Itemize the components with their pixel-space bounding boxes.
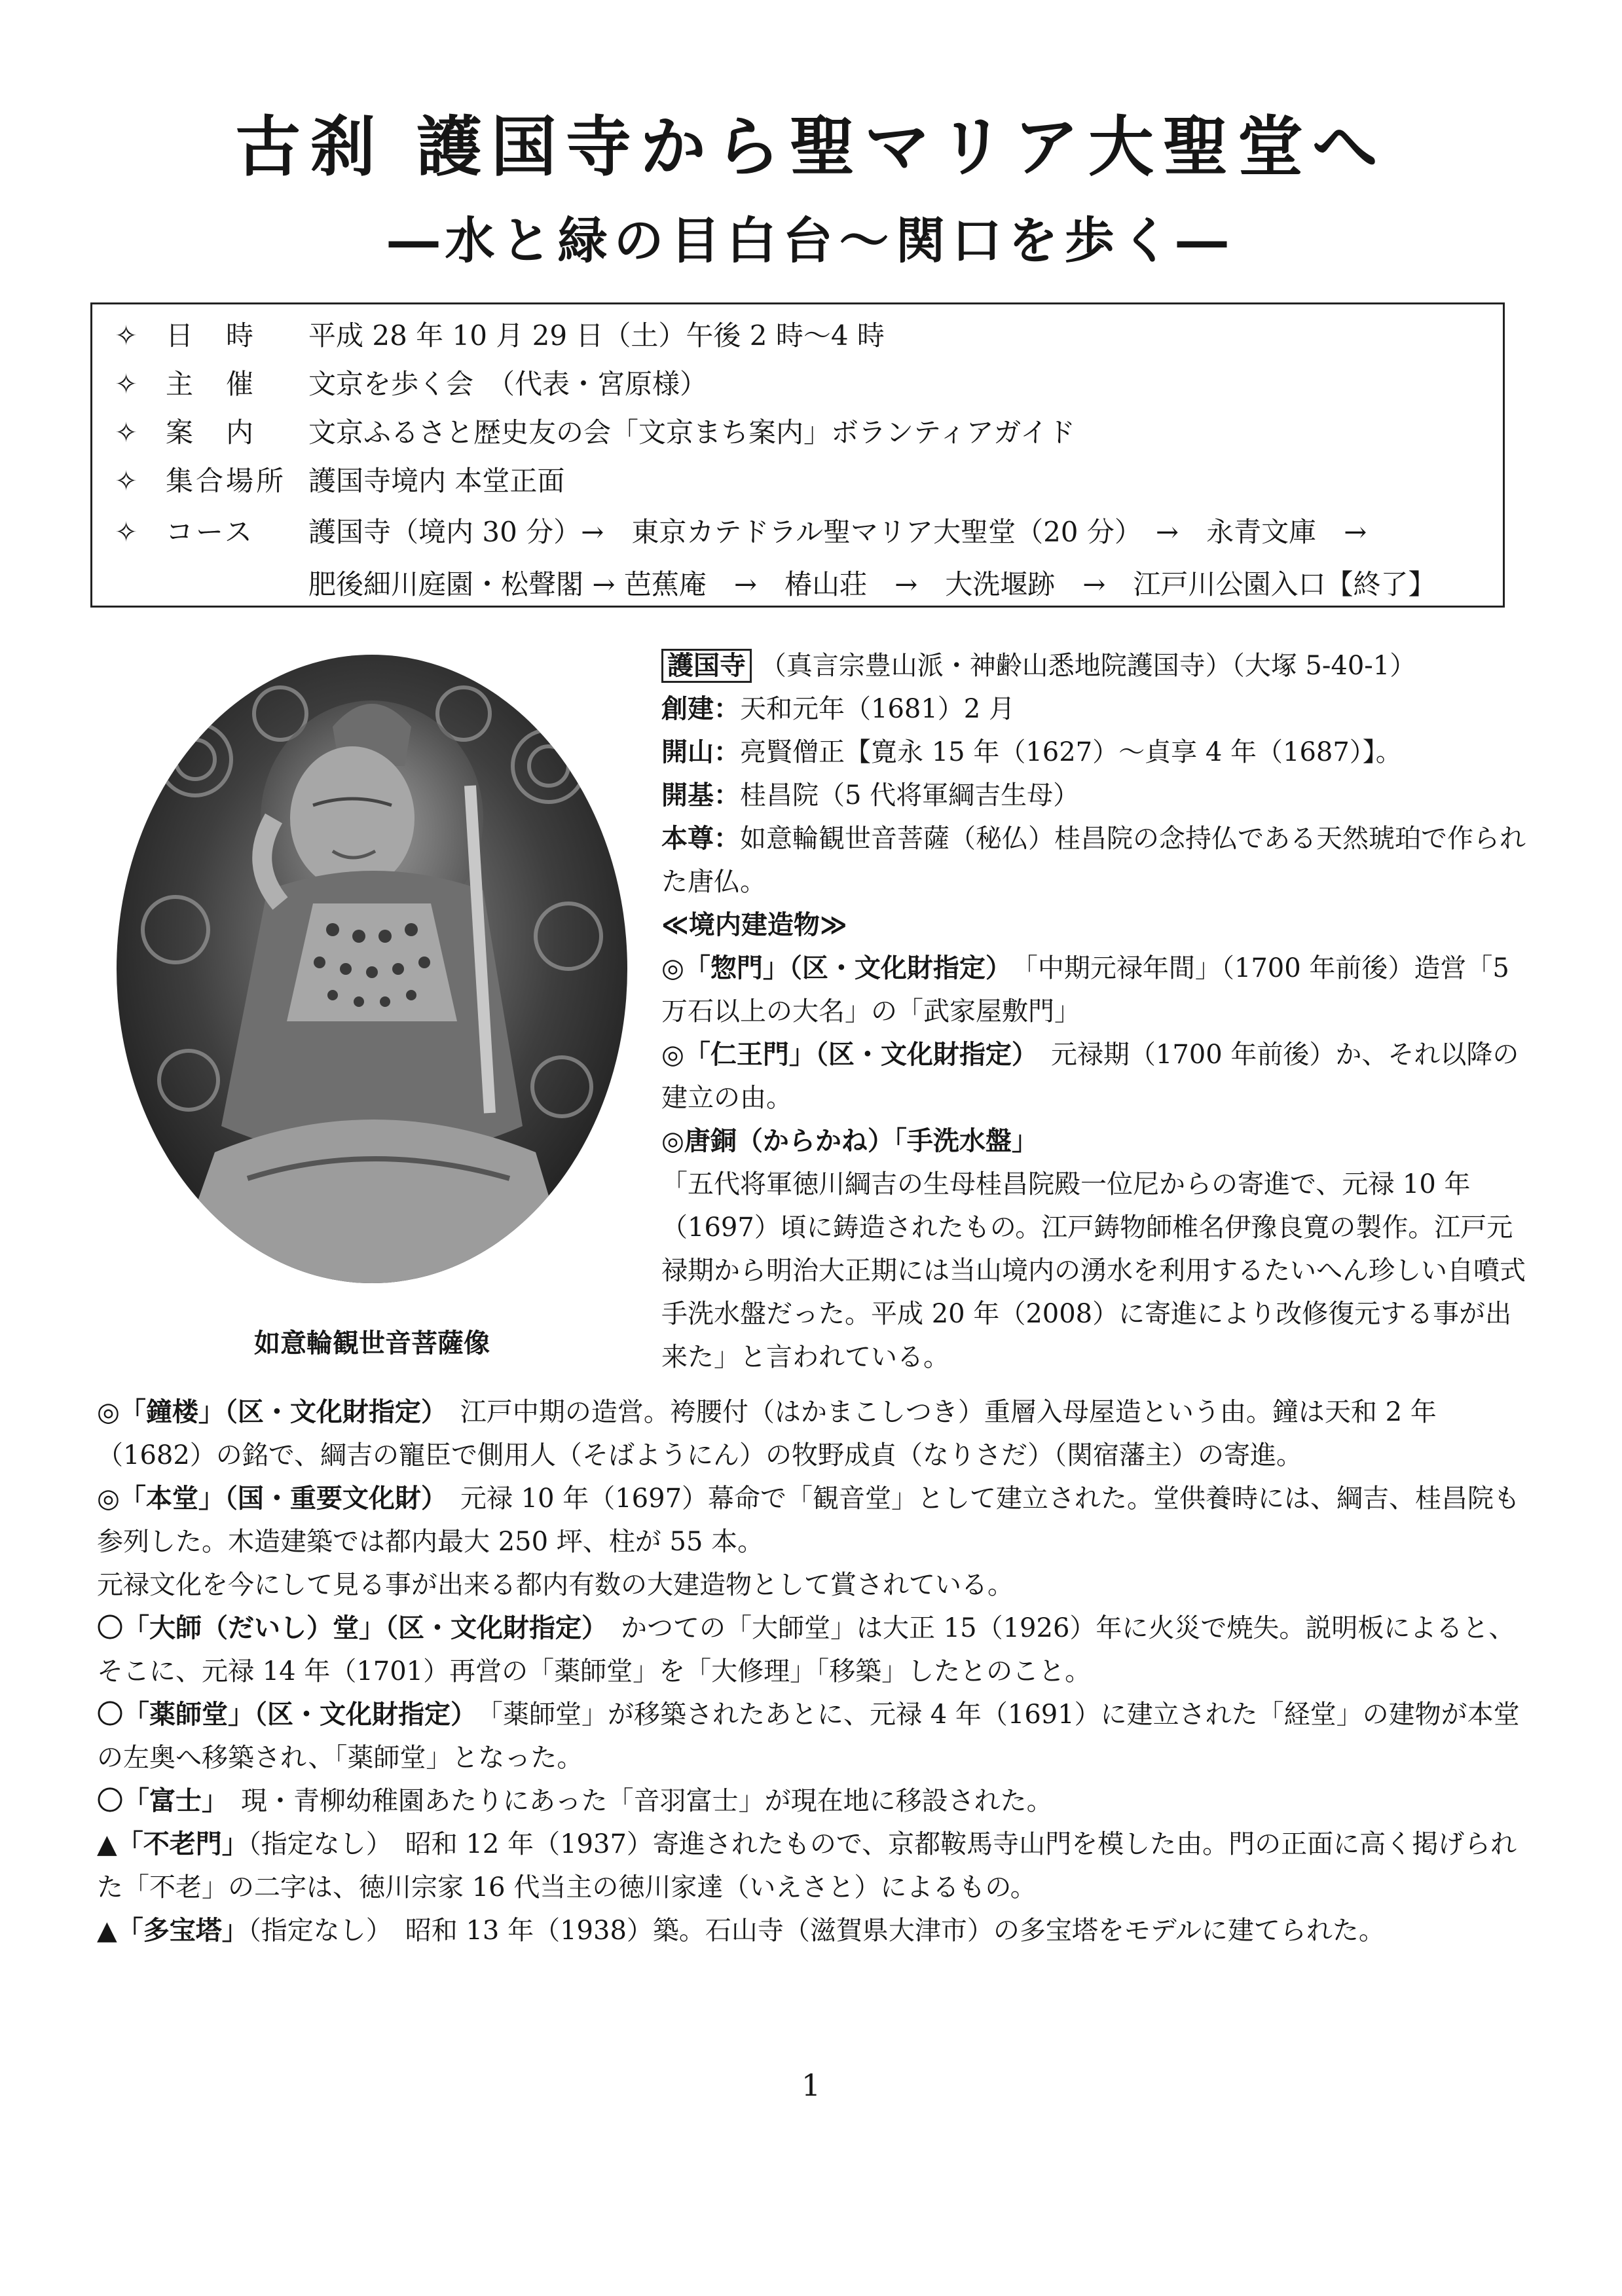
somon-label: ◎「惣門」（区・文化財指定） xyxy=(661,953,999,983)
founded-text: 天和元年（1681）2 月 xyxy=(740,694,1015,724)
founded-label: 創建： xyxy=(661,694,740,724)
patron-line xyxy=(661,774,1532,817)
fuji-label: 〇「富士」 xyxy=(97,1786,215,1816)
hondo-note: 元禄文化を今にして見る事が出来る都内有数の大建造物として賞されている。 xyxy=(97,1570,1014,1600)
diamond-star-icon: ✧ xyxy=(115,319,138,352)
page-number: 1 xyxy=(801,2068,821,2103)
niomon-entry xyxy=(661,1033,1532,1120)
karakane-heading: ◎唐銅（からかね）「手洗水盤」 xyxy=(661,1126,1038,1156)
furomon-label: ▲「不老門」 xyxy=(97,1829,248,1859)
info-label: 集合場所 xyxy=(166,465,287,497)
temple-overview xyxy=(661,644,1532,1379)
info-value: 護国寺境内 本堂正面 xyxy=(308,465,565,497)
buildings-heading: ≪境内建造物≫ xyxy=(661,910,847,940)
info-row-guide xyxy=(92,413,1503,452)
diamond-star-icon: ✧ xyxy=(115,368,138,400)
temple-name-detail: （真言宗豊山派・神齢山悉地院護国寺）（大塚 5-40-1） xyxy=(760,651,1416,681)
somon-entry xyxy=(661,947,1532,1033)
diamond-star-icon: ✧ xyxy=(115,416,138,448)
shoro-text: 江戸中期の造営。袴腰付（はかまこしつき）重層入母屋造という由。鐘は天和 2 年（1682）の銘で、綱吉の寵臣で側用人（そばようにん）の牧野成貞（なりさだ）（関宿藩主）の寄進。 xyxy=(97,1397,1437,1470)
daishido-entry xyxy=(97,1607,1531,1693)
furomon-entry xyxy=(97,1823,1531,1909)
hondo-label: ◎「本堂」（国・重要文化財） xyxy=(97,1484,434,1514)
event-info-box xyxy=(90,302,1505,608)
info-label: 主 催 xyxy=(166,368,257,400)
kannon-statue-image xyxy=(117,655,627,1283)
info-row-organizer xyxy=(92,365,1503,404)
info-label: 案 内 xyxy=(166,416,257,448)
info-value: 護国寺（境内 30 分）→ 東京カテドラル聖マリア大聖堂（20 分） → 永青文庫 → xyxy=(308,516,1367,548)
yakushido-entry xyxy=(97,1693,1531,1779)
niomon-text: 元禄期（1700 年前後）か、それ以降の建立の由。 xyxy=(661,1040,1519,1113)
yakushido-label: 〇「薬師堂」（区・文化財指定） xyxy=(97,1700,464,1730)
info-row-date xyxy=(92,316,1503,355)
info-value: 文京ふるさと歴史友の会「文京まち案内」ボランティアガイド xyxy=(308,416,1075,448)
niomon-label: ◎「仁王門」（区・文化財指定） xyxy=(661,1040,1025,1070)
founder-label: 開山： xyxy=(661,737,740,767)
patron-text: 桂昌院（5 代将軍綱吉生母） xyxy=(740,780,1080,811)
diamond-star-icon: ✧ xyxy=(115,516,138,548)
fuji-entry xyxy=(97,1779,1531,1823)
daishido-text: かつての「大師堂」は大正 15（1926）年に火災で焼失。説明板によると、そこに、元禄 14 年（1701）再営の「薬師堂」を「大修理」「移築」したとのこと。 xyxy=(97,1613,1515,1686)
somon-text: 「中期元禄年間」（1700 年前後）造営「5 万石以上の大名」の「武家屋敷門」 xyxy=(661,953,1509,1027)
founded-line xyxy=(661,687,1532,731)
info-row-meeting-place xyxy=(92,462,1503,501)
info-row-course xyxy=(92,513,1503,552)
furomon-text: （指定なし） 昭和 12 年（1937）寄進されたもので、京都鞍馬寺山門を模した由。門の正面に高く掲げられた「不老」の二字は、徳川宗家 16 代当主の徳川家達（いえさと）によるもの。 xyxy=(97,1829,1517,1903)
building-details xyxy=(97,1391,1531,1952)
yakushido-text: 「薬師堂」が移築されたあとに、元禄 4 年（1691）に建立された「経堂」の建物が本堂の左奥へ移築され、「薬師堂」となった。 xyxy=(97,1700,1520,1773)
patron-label: 開基： xyxy=(661,780,740,811)
honzon-label: 本尊： xyxy=(661,824,740,854)
temple-name-line xyxy=(661,644,1532,687)
daishido-label: 〇「大師（だいし）堂」（区・文化財指定） xyxy=(97,1613,595,1643)
image-caption: 如意輪観世音菩薩像 xyxy=(254,1328,490,1358)
document-title: 古刹 護国寺から聖マリア大聖堂へ xyxy=(235,109,1387,185)
fuji-text: 現・青柳幼稚園あたりにあった「音羽富士」が現在地に移設された。 xyxy=(241,1786,1053,1816)
tahoto-entry xyxy=(97,1909,1531,1952)
karakane-text: 「五代将軍徳川綱吉の生母桂昌院殿一位尼からの寄進で、元禄 10 年（1697）頃に鋳造されたもの。江戸鋳物師椎名伊豫良寛の製作。江戸元禄期から明治大正期には当山境内の湧水を利用するたいへん珍しい自噴式手洗水盤だった。平成 20 年（2008）に寄進により改修復元する事が出来た」と言われている。 xyxy=(661,1169,1526,1372)
tahoto-text: （指定なし） 昭和 13 年（1938）築。石山寺（滋賀県大津市）の多宝塔をモデルに建てられた。 xyxy=(248,1916,1385,1946)
tahoto-label: ▲「多宝塔」 xyxy=(97,1916,248,1946)
temple-name: 護国寺 xyxy=(661,649,752,683)
info-label: コース xyxy=(166,516,255,548)
course-continuation: 肥後細川庭園・松聲閣 → 芭蕉庵 → 椿山荘 → 大洗堰跡 → 江戸川公園入口【終了】 xyxy=(308,568,1436,600)
hondo-entry xyxy=(97,1477,1531,1563)
document-subtitle: ―水と緑の目白台～関口を歩く― xyxy=(388,211,1234,270)
hondo-text: 元禄 10 年（1697）幕命で「観音堂」として建立された。堂供養時には、綱吉、桂昌院も参列した。木造建築では都内最大 250 坪、柱が 55 本。 xyxy=(97,1484,1521,1557)
diamond-star-icon: ✧ xyxy=(115,465,138,497)
founder-text: 亮賢僧正【寛永 15 年（1627）～貞享 4 年（1687）】。 xyxy=(740,737,1402,767)
shoro-entry xyxy=(97,1391,1531,1477)
info-label: 日 時 xyxy=(166,319,257,352)
shoro-label: ◎「鐘楼」（区・文化財指定） xyxy=(97,1397,434,1427)
info-value: 文京を歩く会 （代表・宮原様） xyxy=(308,368,708,400)
founder-line xyxy=(661,731,1532,774)
honzon-text: 如意輪観世音菩薩（秘仏）桂昌院の念持仏である天然琥珀で作られた唐仏。 xyxy=(661,824,1526,897)
honzon-line xyxy=(661,817,1532,903)
info-value: 平成 28 年 10 月 29 日（土）午後 2 時～4 時 xyxy=(308,319,885,352)
